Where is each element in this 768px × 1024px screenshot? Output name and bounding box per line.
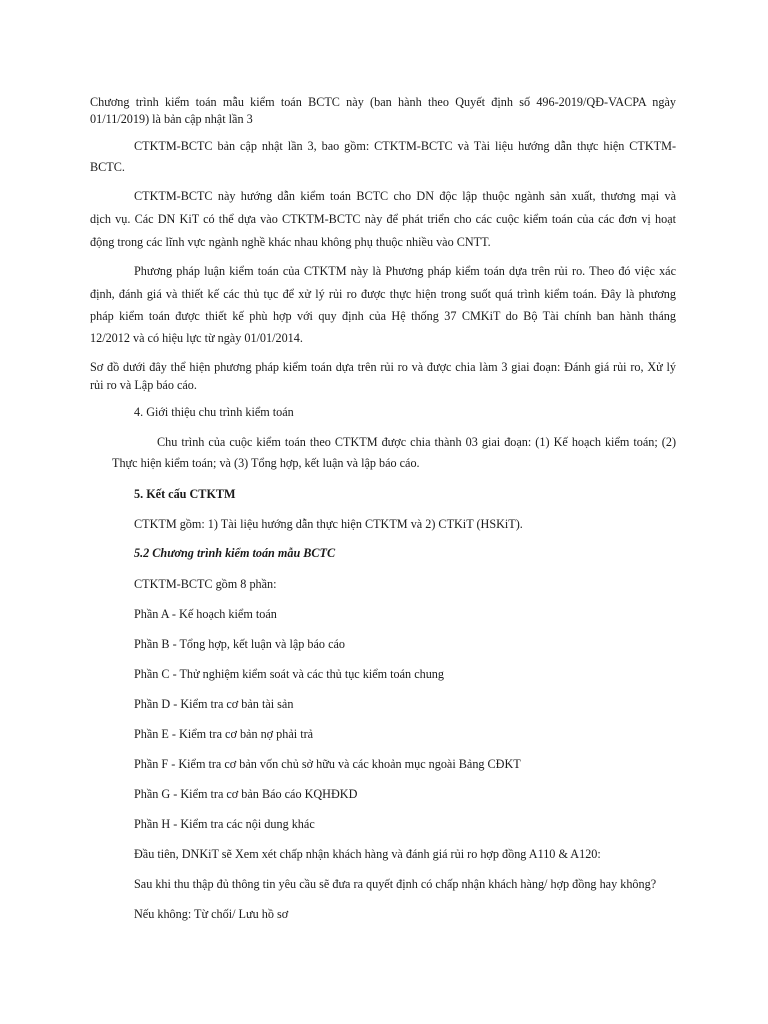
method-paragraph-line-4: 12/2012 và có hiệu lực từ ngày 01/01/2014. xyxy=(90,331,303,345)
intro-line-2: 01/11/2019) là bản cập nhật lần 3 xyxy=(90,112,253,126)
part-a: Phần A - Kế hoạch kiểm toán xyxy=(134,607,277,621)
update-paragraph-line-2: BCTC. xyxy=(90,160,125,174)
diagram-paragraph-line-2: rủi ro và Lập báo cáo. xyxy=(90,378,197,392)
step-3: Nếu không: Từ chối/ Lưu hồ sơ xyxy=(134,907,289,921)
section-4-heading: 4. Giới thiệu chu trình kiểm toán xyxy=(134,405,294,419)
scope-paragraph-line-2: dịch vụ. Các DN KiT có thể dựa vào CTKTM-BCTC này để phát triển cho các cuộc kiểm toán của các đơn vị hoạt xyxy=(90,212,676,226)
scope-paragraph-line-1: CTKTM-BCTC này hướng dẫn kiểm toán BCTC cho DN độc lập thuộc ngành sản xuất, thương mại và xyxy=(134,189,676,203)
section-5-2-subheading: 5.2 Chương trình kiểm toán mẫu BCTC xyxy=(134,546,336,560)
scope-paragraph-line-3: động trong các lĩnh vực ngành nghề khác nhau không phụ thuộc nhiều vào CNTT. xyxy=(90,235,491,249)
part-d: Phần D - Kiểm tra cơ bản tài sản xyxy=(134,697,294,711)
part-h: Phần H - Kiểm tra các nội dung khác xyxy=(134,817,315,831)
section-4-line-1: Chu trình của cuộc kiểm toán theo CTKTM được chia thành 03 giai đoạn: (1) Kế hoạch kiểm toán; (2) xyxy=(157,435,676,449)
method-paragraph-line-3: pháp kiểm toán được thiết kế phù hợp với quy định của Hệ thống 37 CMKiT do Bộ Tài chính ban hành tháng xyxy=(90,309,676,323)
step-2: Sau khi thu thập đủ thông tin yêu cầu sẽ đưa ra quyết định có chấp nhận khách hàng/ hợp đồng hay không? xyxy=(134,877,657,891)
part-f: Phần F - Kiểm tra cơ bản vốn chủ sở hữu và các khoản mục ngoài Bảng CĐKT xyxy=(134,757,521,771)
step-1: Đầu tiên, DNKiT sẽ Xem xét chấp nhận khách hàng và đánh giá rủi ro hợp đồng A110 & A120: xyxy=(134,847,601,861)
method-paragraph-line-2: định, đánh giá và thiết kế các thủ tục để xử lý rủi ro được thực hiện trong suốt quá trình kiểm toán. Đây là phương xyxy=(90,287,676,301)
part-e: Phần E - Kiểm tra cơ bản nợ phải trả xyxy=(134,727,314,741)
part-c: Phần C - Thử nghiệm kiểm soát và các thủ tục kiểm toán chung xyxy=(134,667,444,681)
update-paragraph-line-1: CTKTM-BCTC bản cập nhật lần 3, bao gồm: CTKTM-BCTC và Tài liệu hướng dẫn thực hiện CTKTM- xyxy=(134,139,676,153)
parts-intro: CTKTM-BCTC gồm 8 phần: xyxy=(134,577,277,591)
part-g: Phần G - Kiểm tra cơ bản Báo cáo KQHĐKD xyxy=(134,787,358,801)
diagram-paragraph-line-1: Sơ đồ dưới đây thể hiện phương pháp kiểm toán dựa trên rủi ro và được chia làm 3 giai đoạn: Đánh giá rủi ro, Xử lý xyxy=(90,360,676,374)
section-4-line-2: Thực hiện kiểm toán; và (3) Tổng hợp, kết luận và lập báo cáo. xyxy=(112,456,420,470)
part-b: Phần B - Tổng hợp, kết luận và lập báo cáo xyxy=(134,637,345,651)
section-5-heading: 5. Kết cấu CTKTM xyxy=(134,487,236,501)
method-paragraph-line-1: Phương pháp luận kiểm toán của CTKTM này là Phương pháp kiểm toán dựa trên rủi ro. Theo đó việc xác xyxy=(134,264,676,278)
intro-line-1: Chương trình kiểm toán mẫu kiểm toán BCTC này (ban hành theo Quyết định số 496-2019/QĐ-VACPA ngày xyxy=(90,95,676,109)
section-5-composition: CTKTM gồm: 1) Tài liệu hướng dẫn thực hiện CTKTM và 2) CTKiT (HSKiT). xyxy=(134,517,523,531)
